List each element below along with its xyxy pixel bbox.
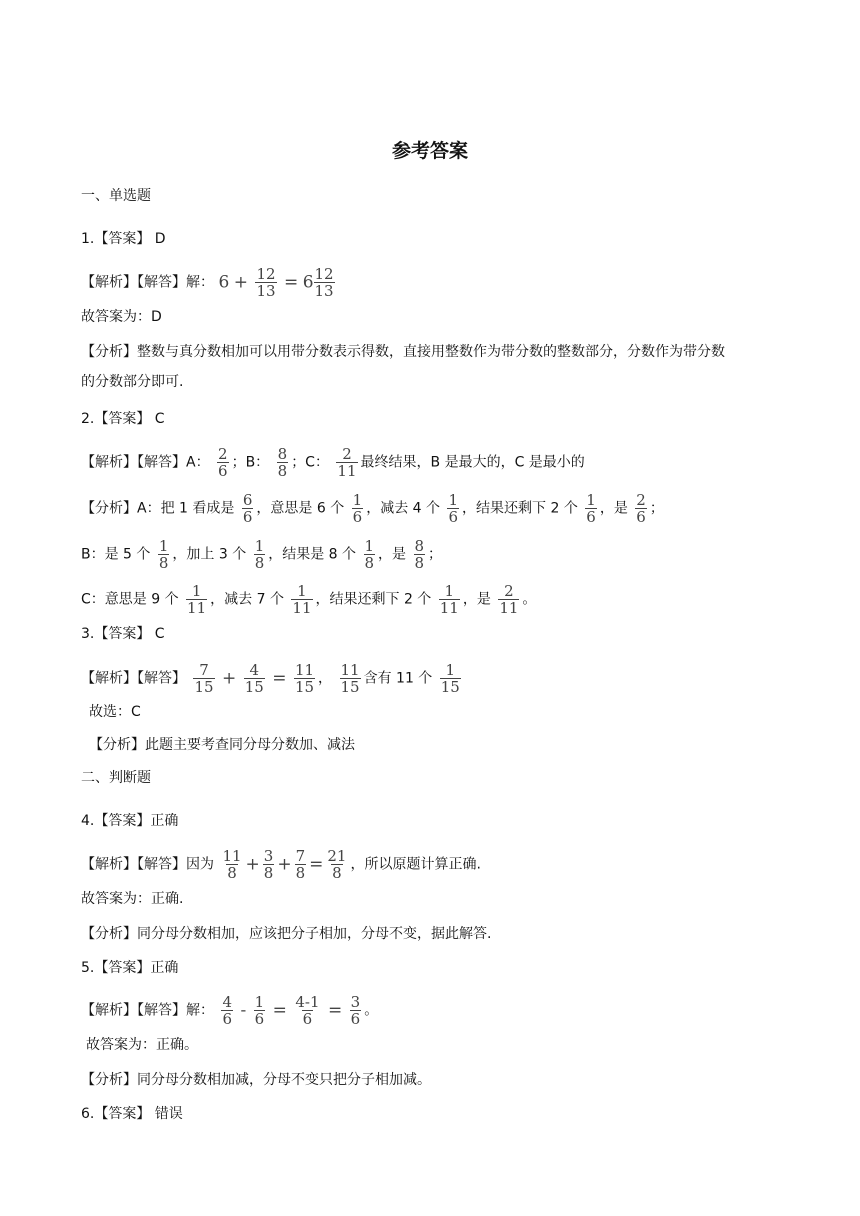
numerator: 3 (350, 993, 361, 1011)
denominator: 8 (332, 864, 342, 882)
denominator: 13 (314, 282, 334, 300)
text-run: ； (649, 500, 664, 517)
fraction (291, 583, 312, 616)
numerator: 2 (342, 445, 352, 463)
fraction (498, 583, 519, 616)
text-run: 。 (364, 1002, 379, 1019)
text-run: 含有 11 个 (363, 670, 433, 687)
denominator: 6 (586, 508, 596, 526)
denominator: 11 (337, 462, 357, 480)
denominator: 8 (364, 554, 375, 572)
numerator: 1 (191, 582, 202, 600)
denominator: 11 (292, 599, 312, 617)
q2-analysis-c (81, 583, 536, 616)
page-title: 参考答案 (391, 140, 468, 162)
text-run: ，是 (599, 500, 628, 517)
denominator: 8 (254, 554, 265, 572)
q3-analysis: 【分析】此题主要考查同分母分数加、减法 (89, 737, 355, 753)
fraction (326, 848, 347, 881)
text-run: + (277, 854, 292, 875)
numerator: 1 (158, 537, 169, 555)
text-run: C：意思是 9 个 (81, 591, 179, 608)
q5-answer: 5.【答案】正确 (81, 960, 179, 976)
denominator: 15 (440, 678, 460, 696)
denominator: 11 (439, 599, 459, 617)
q2-analysis-a (81, 492, 664, 525)
text-run: - (240, 1000, 247, 1021)
text-run: ；B： (231, 454, 270, 471)
text-run: + (222, 668, 237, 689)
fraction (217, 446, 229, 479)
numerator: 2 (218, 445, 228, 463)
numerator: 2 (504, 582, 514, 600)
q3-conclusion: 故选：C (89, 704, 141, 720)
fraction (254, 538, 266, 571)
text-run: ，加上 3 个 (172, 546, 247, 563)
fraction (193, 662, 214, 695)
fraction (447, 492, 459, 525)
denominator: 8 (414, 554, 425, 572)
q1-conclusion: 故答案为：D (81, 309, 162, 325)
q5-analysis: 【分析】同分母分数相加减，分母不变只把分子相加减。 (81, 1072, 431, 1088)
fraction (295, 848, 307, 881)
q4-solution (81, 848, 481, 881)
text-run: ，减去 4 个 (366, 500, 441, 517)
fraction (352, 492, 364, 525)
text-run: B：是 5 个 (81, 546, 151, 563)
text-run: = (272, 1000, 287, 1021)
fraction (336, 446, 357, 479)
fraction (414, 538, 426, 571)
text-run: ，是 (378, 546, 407, 563)
fraction (221, 994, 233, 1027)
fraction (186, 583, 207, 616)
q2-solution (81, 446, 585, 479)
denominator: 6 (242, 508, 253, 526)
numerator: 8 (414, 537, 425, 555)
text-run: ，是 (462, 591, 491, 608)
text-run: = (272, 668, 287, 689)
fraction (585, 492, 597, 525)
q6-answer: 6.【答案】 错误 (81, 1106, 183, 1122)
q1-solution-label: 【解析】【解答】解： (81, 274, 214, 291)
denominator: 6 (352, 508, 363, 526)
q4-conclusion: 故答案为：正确. (81, 891, 184, 907)
fraction (294, 662, 315, 695)
fraction (221, 848, 242, 881)
text-run: 最终结果，B 是最大的，C 是最小的 (360, 454, 585, 471)
denominator: 8 (263, 864, 274, 882)
numerator: 11 (222, 847, 242, 865)
denominator: 6 (636, 508, 646, 526)
fraction (263, 848, 275, 881)
text-run: ； (428, 546, 443, 563)
text-run: = (327, 1000, 343, 1021)
q1-analysis-line2: 的分数部分即可. (81, 374, 184, 390)
numerator: 2 (636, 491, 646, 509)
numerator: 1 (254, 537, 265, 555)
q1-fraction (255, 266, 276, 299)
text-run: 【解析】【解答】因为 (81, 856, 214, 873)
text-run: ，减去 7 个 (210, 591, 284, 608)
fraction (440, 662, 461, 695)
numerator: 1 (254, 993, 265, 1011)
denominator: 6 (254, 1010, 265, 1028)
denominator: 8 (277, 462, 288, 480)
fraction (635, 492, 647, 525)
numerator: 7 (295, 847, 306, 865)
numerator: 4 (249, 661, 260, 679)
denominator: 8 (158, 554, 169, 572)
q2-answer: 2.【答案】 C (81, 411, 165, 427)
denominator: 6 (218, 462, 228, 480)
fraction (364, 538, 376, 571)
denominator: 6 (350, 1010, 361, 1028)
text-run: + (245, 854, 260, 875)
numerator: 1 (586, 491, 596, 509)
denominator: 15 (294, 678, 315, 696)
numerator: 1 (445, 661, 456, 679)
q1-solution (81, 266, 338, 299)
numerator: 7 (199, 661, 209, 679)
text-run: 【分析】A：把 1 看成是 (81, 500, 235, 517)
q1-mixed-whole: 6 (302, 272, 314, 293)
numerator: 1 (448, 491, 459, 509)
numerator: 12 (314, 265, 334, 283)
q1-int: 6 (218, 272, 230, 293)
section-heading-true-false: 二、判断题 (81, 770, 151, 786)
denominator: 6 (302, 1010, 313, 1028)
numerator: 1 (364, 537, 375, 555)
numerator: 4 (222, 993, 232, 1011)
fraction (439, 583, 460, 616)
q5-conclusion: 故答案为：正确。 (86, 1037, 198, 1053)
text-run: 【解析】【解答】解： (81, 1002, 214, 1019)
fraction (340, 662, 361, 695)
denominator: 6 (222, 1010, 232, 1028)
denominator: 15 (194, 678, 214, 696)
denominator: 13 (256, 282, 276, 300)
text-run: ；C： (291, 454, 329, 471)
text-run: = (309, 854, 324, 875)
q1-equals: = (283, 272, 299, 293)
text-run: ，结果还剩下 2 个 (462, 500, 578, 517)
fraction (277, 446, 289, 479)
fraction (242, 492, 254, 525)
numerator: 3 (263, 847, 274, 865)
denominator: 8 (295, 864, 306, 882)
q1-op: + (233, 272, 248, 293)
fraction (244, 662, 265, 695)
denominator: 15 (244, 678, 264, 696)
text-run: ，意思是 6 个 (256, 500, 345, 517)
numerator: 1 (297, 582, 307, 600)
q4-answer: 4.【答案】正确 (81, 813, 179, 829)
fraction (294, 994, 320, 1027)
numerator: 11 (340, 661, 360, 679)
numerator: 8 (277, 445, 288, 463)
text-run: ，结果是 8 个 (268, 546, 357, 563)
q1-answer: 1.【答案】 D (81, 231, 166, 247)
denominator: 6 (448, 508, 459, 526)
q3-answer: 3.【答案】 C (81, 626, 165, 642)
numerator: 1 (444, 582, 455, 600)
numerator: 6 (242, 491, 253, 509)
q4-analysis: 【分析】同分母分数相加，应该把分子相加，分母不变，据此解答. (81, 926, 492, 942)
q2-analysis-b (81, 538, 442, 571)
q3-solution (81, 662, 464, 695)
section-heading-single-choice: 一、单选题 (81, 188, 151, 204)
denominator: 11 (187, 599, 207, 617)
fraction (254, 994, 266, 1027)
fraction (350, 994, 362, 1027)
numerator: 21 (327, 847, 347, 865)
text-run: ，所以原题计算正确. (350, 856, 481, 873)
text-run: ， (318, 670, 333, 687)
numerator: 1 (352, 491, 363, 509)
q5-solution (81, 994, 378, 1027)
text-run: 【解析】【解答】 (81, 670, 186, 687)
q1-mixed-fraction (314, 266, 335, 299)
q1-analysis-line1: 【分析】整数与真分数相加可以用带分数表示得数，直接用整数作为带分数的整数部分，分数作为带分数 (81, 344, 725, 360)
denominator: 11 (499, 599, 519, 617)
numerator: 11 (294, 661, 315, 679)
numerator: 4-1 (295, 993, 320, 1011)
numerator: 12 (256, 265, 276, 283)
text-run: ，结果还剩下 2 个 (315, 591, 432, 608)
denominator: 15 (340, 678, 360, 696)
text-run: 。 (522, 591, 537, 608)
fraction (158, 538, 170, 571)
text-run: 【解析】【解答】A： (81, 454, 210, 471)
denominator: 8 (227, 864, 237, 882)
